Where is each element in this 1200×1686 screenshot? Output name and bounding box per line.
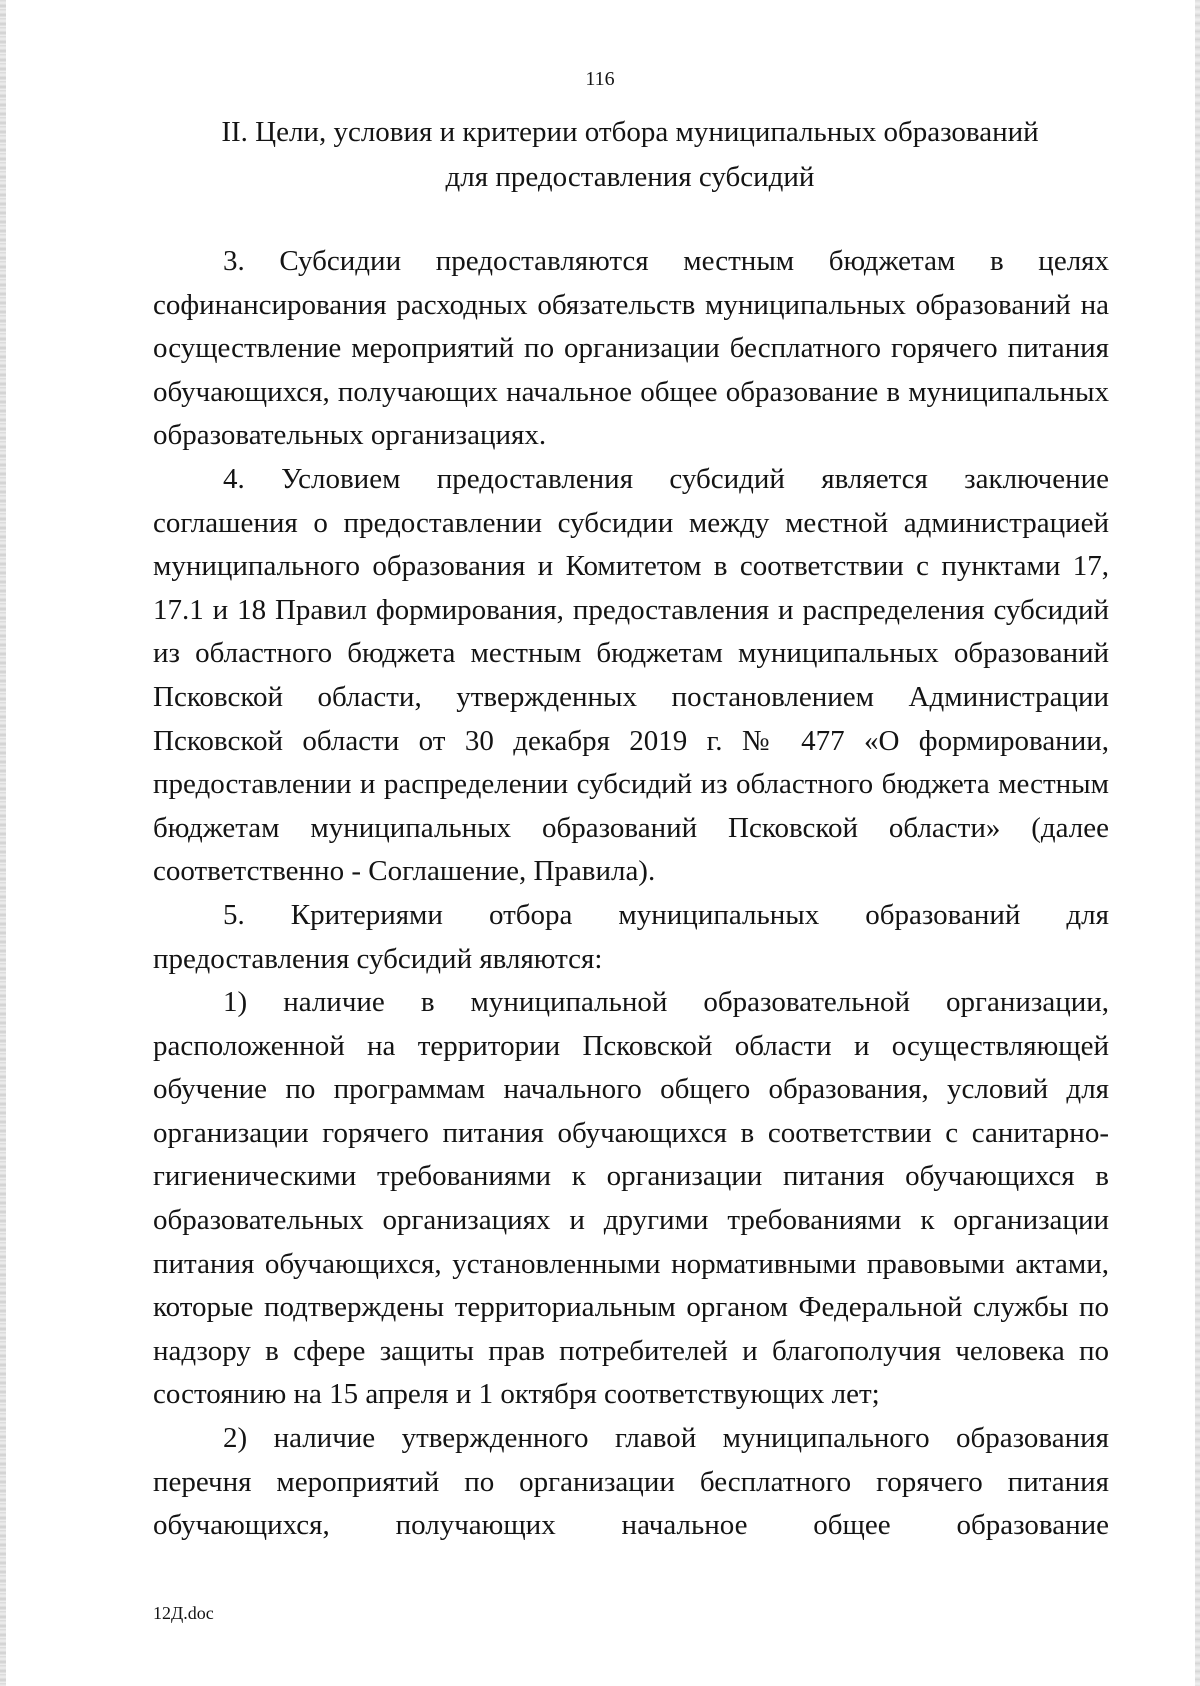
paragraph-item-3: 3. Субсидии предоставляются местным бюджетам в целях софинансирования расходных обязательств муниципальных образований на осуществление мероприятий по организации бесплатного горячего питания обучающихся, получающих начальное общее образование в муниципальных образовательных организациях.	[153, 245, 1109, 452]
footer-filename: 12Д.doc	[153, 1603, 214, 1623]
paragraph-item-5: 5. Критериями отбора муниципальных образований для предоставления субсидий являются:	[153, 898, 1109, 975]
section-heading-line-1: II. Цели, условия и критерии отбора муниципальных образований	[221, 116, 1039, 148]
section-heading	[150, 110, 1110, 200]
paragraph-item-4: 4. Условием предоставления субсидий является заключение соглашения о предоставлении субсидии между местной администрацией муниципального образования и Комитетом в соответствии с пунктами 17, 17.1 и 18 Правил формирования, предоставления и распределения субсидий из областного бюджета местным бюджетам муниципальных образований Псковской области, утвержденных постановлением Администрации Псковской области от 30 декабря 2019 г. № 477 «О формировании, предоставлении и распределении субсидий из областного бюджета местным бюджетам муниципальных образований Псковской области» (далее соответственно - Соглашение, Правила).	[153, 462, 1109, 888]
scan-edge-left	[0, 0, 6, 1686]
paragraph-subitem-2: 2) наличие утвержденного главой муниципального образования перечня мероприятий по организации бесплатного горячего питания обучающихся, получающих начальное общее образование	[153, 1422, 1109, 1542]
page-number: 116	[585, 68, 615, 90]
scan-edge-right	[1195, 0, 1200, 1686]
document-body	[153, 240, 1109, 1548]
paragraph-subitem-1: 1) наличие в муниципальной образовательной организации, расположенной на территории Псковской области и осуществляющей обучение по программам начального общего образования, условий для организации горячего питания обучающихся в соответствии с санитарно-гигиеническими требованиями к организации питания обучающихся в образовательных организациях и другими требованиями к организации питания обучающихся, установленными нормативными правовыми актами, которые подтверждены территориальным органом Федеральной службы по надзору в сфере защиты прав потребителей и благополучия человека по состоянию на 15 апреля и 1 октября соответствующих лет;	[153, 986, 1109, 1411]
section-heading-line-2: для предоставления субсидий	[445, 161, 815, 193]
